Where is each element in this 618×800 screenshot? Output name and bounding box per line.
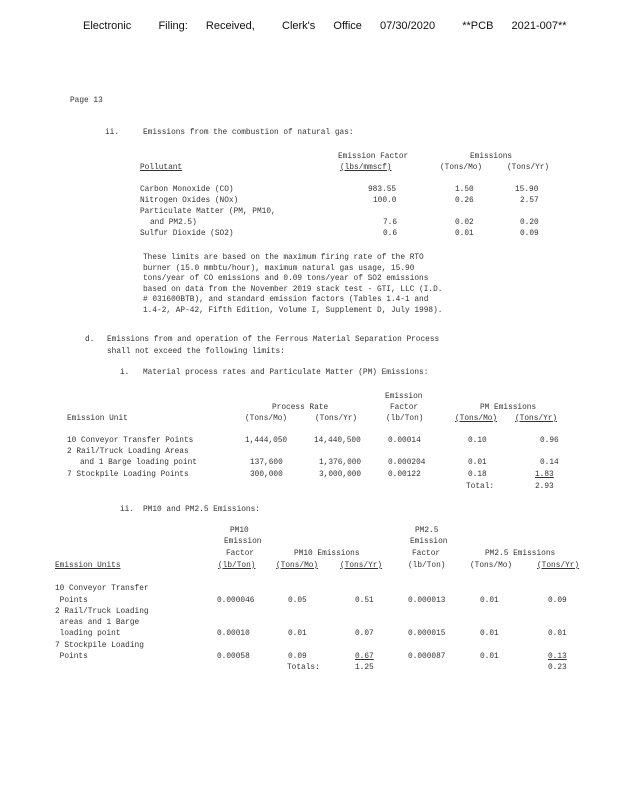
col-header: (Tons/Mo) xyxy=(440,164,483,172)
filing-header: Electronic Filing: Received, Clerk's Office 07/30/2020 **PCB 2021-007** xyxy=(83,20,567,32)
col-header: (Tons/Mo) xyxy=(455,415,498,423)
cell: 10 Conveyor Transfer Points xyxy=(67,437,194,445)
cell: 0.01 xyxy=(288,630,307,638)
col-header: (Tons/Yr) xyxy=(315,415,358,423)
note-line: based on data from the November 2019 stack test - GTI, LLC (I.D. xyxy=(143,285,443,294)
cell: 0.67 xyxy=(355,653,374,661)
cell: 0.6 xyxy=(383,230,398,238)
total-value: 0.23 xyxy=(548,664,567,672)
section-title: Emissions from the combustion of natural gas: xyxy=(143,129,354,137)
cell: areas and 1 Barge xyxy=(55,619,140,627)
cell: 0.000046 xyxy=(217,597,255,605)
cell: 983.55 xyxy=(368,186,397,194)
cell: 0.14 xyxy=(540,459,559,467)
cell: 0.51 xyxy=(355,597,374,605)
paragraph: shall not exceed the following limits: xyxy=(107,348,285,356)
note-line: tons/year of CO emissions and 0.09 tons/year of SO2 emissions xyxy=(143,275,429,283)
cell: Particulate Matter (PM, PM10, xyxy=(140,208,276,216)
cell: 0.00058 xyxy=(217,653,250,661)
cell: 0.96 xyxy=(540,437,559,445)
cell: 0.09 xyxy=(288,653,307,661)
cell: 7 Stockpile Loading Points xyxy=(67,471,189,479)
cell: 137,600 xyxy=(250,459,283,467)
item-number: i. xyxy=(120,369,130,377)
col-header: Emission Units xyxy=(55,562,121,570)
item-number: ii. xyxy=(120,506,135,514)
cell: 0.07 xyxy=(355,630,374,638)
cell: 7.6 xyxy=(383,219,398,227)
col-header: Process Rate xyxy=(272,404,329,412)
col-header: PM10 xyxy=(230,527,249,535)
cell: Sulfur Dioxide (SO2) xyxy=(140,230,234,238)
col-header: (lb/Ton) xyxy=(218,562,256,570)
col-header: Factor xyxy=(226,550,255,558)
cell: loading point xyxy=(55,630,121,638)
cell: 0.00010 xyxy=(217,630,250,638)
cell: Carbon Monoxide (CO) xyxy=(140,186,234,194)
cell: 3,000,000 xyxy=(319,471,362,479)
col-header: (Tons/Mo) xyxy=(470,562,513,570)
cell: 1.83 xyxy=(535,471,554,479)
col-header: (lb/Ton) xyxy=(386,415,424,423)
cell: 0.05 xyxy=(288,597,307,605)
totals-label: Totals: xyxy=(287,664,320,672)
cell: Nitrogen Oxides (NOx) xyxy=(140,197,239,205)
cell: and PM2.5) xyxy=(150,219,197,227)
cell: 0.13 xyxy=(548,653,567,661)
cell: 0.000204 xyxy=(388,459,426,467)
col-header: (Tons/Mo) xyxy=(276,562,319,570)
col-header: Factor xyxy=(390,404,419,412)
col-header: (lbs/mmscf) xyxy=(340,164,392,172)
cell: 0.09 xyxy=(520,230,539,238)
note-line: burner (15.0 mmbtu/hour), maximum natural gas usage, 15.90 xyxy=(143,264,415,273)
cell: Points xyxy=(55,597,88,605)
col-header: Emission Factor xyxy=(338,153,409,161)
paragraph: Emissions from and operation of the Ferrous Material Separation Process xyxy=(107,336,440,344)
cell: and 1 Barge loading point xyxy=(80,459,197,467)
cell: 300,000 xyxy=(250,471,283,479)
col-header: Emissions xyxy=(470,153,513,161)
cell: 14,440,500 xyxy=(314,437,361,445)
col-header: (Tons/Mo) xyxy=(245,415,288,423)
total-value: 1.25 xyxy=(355,664,374,672)
col-header: PM2.5 xyxy=(415,527,439,535)
cell: 0.20 xyxy=(520,219,539,227)
cell: 15.90 xyxy=(515,186,539,194)
cell: 0.00014 xyxy=(388,437,421,445)
cell: Points xyxy=(55,653,88,661)
cell: 0.26 xyxy=(455,197,474,205)
cell: 0.01 xyxy=(468,459,487,467)
col-header: (Tons/Yr) xyxy=(537,562,580,570)
cell: 0.01 xyxy=(480,653,499,661)
cell: 0.09 xyxy=(548,597,567,605)
cell: 2 Rail/Truck Loading Areas xyxy=(67,448,189,456)
cell: 0.01 xyxy=(480,630,499,638)
cell: 0.18 xyxy=(468,471,487,479)
cell: 10 Conveyor Transfer xyxy=(55,585,149,593)
cell: 1,376,000 xyxy=(319,459,362,467)
cell: 0.02 xyxy=(455,219,474,227)
col-header: Pollutant xyxy=(140,164,183,172)
item-number: d. xyxy=(85,336,95,344)
col-header: Emission xyxy=(224,538,262,546)
cell: 1,444,050 xyxy=(245,437,288,445)
col-header: (Tons/Yr) xyxy=(507,164,550,172)
col-header: Emission xyxy=(385,393,423,401)
col-header: Factor xyxy=(412,550,441,558)
cell: 100.0 xyxy=(373,197,397,205)
cell: 7 Stockpile Loading xyxy=(55,642,144,650)
item-number: ii. xyxy=(105,129,120,137)
col-header: Emission Unit xyxy=(67,415,128,423)
col-header: PM2.5 Emissions xyxy=(485,550,556,558)
col-header: PM Emissions xyxy=(480,404,537,412)
note-line: # 031600BTB), and standard emission factors (Tables 1.4-1 and xyxy=(143,296,429,304)
note-line: These limits are based on the maximum firing rate of the RTO xyxy=(143,254,424,262)
section-title: Material process rates and Particulate Matter (PM) Emissions: xyxy=(143,369,429,377)
cell: 2.57 xyxy=(520,197,539,205)
col-header: PM10 Emissions xyxy=(294,550,360,558)
col-header: (lb/Ton) xyxy=(408,562,446,570)
col-header: Emission xyxy=(410,538,448,546)
cell: 0.000015 xyxy=(408,630,446,638)
cell: 2 Rail/Truck Loading xyxy=(55,608,149,616)
section-title: PM10 and PM2.5 Emissions: xyxy=(143,506,260,514)
cell: 0.01 xyxy=(548,630,567,638)
cell: 0.10 xyxy=(468,437,487,445)
cell: 0.01 xyxy=(455,230,474,238)
cell: 0.000013 xyxy=(408,597,446,605)
col-header: (Tons/Yr) xyxy=(340,562,383,570)
note-line: 1.4-2, AP-42, Fifth Edition, Volume I, Supplement D, July 1998). xyxy=(143,306,443,315)
total-label: Total: xyxy=(466,483,495,491)
cell: 0.00122 xyxy=(388,471,421,479)
page-number: Page 13 xyxy=(70,97,103,105)
col-header: (Tons/Yr) xyxy=(515,415,558,423)
cell: 0.01 xyxy=(480,597,499,605)
cell: 1.50 xyxy=(455,186,474,194)
total-value: 2.93 xyxy=(535,483,554,491)
cell: 0.000087 xyxy=(408,653,446,661)
